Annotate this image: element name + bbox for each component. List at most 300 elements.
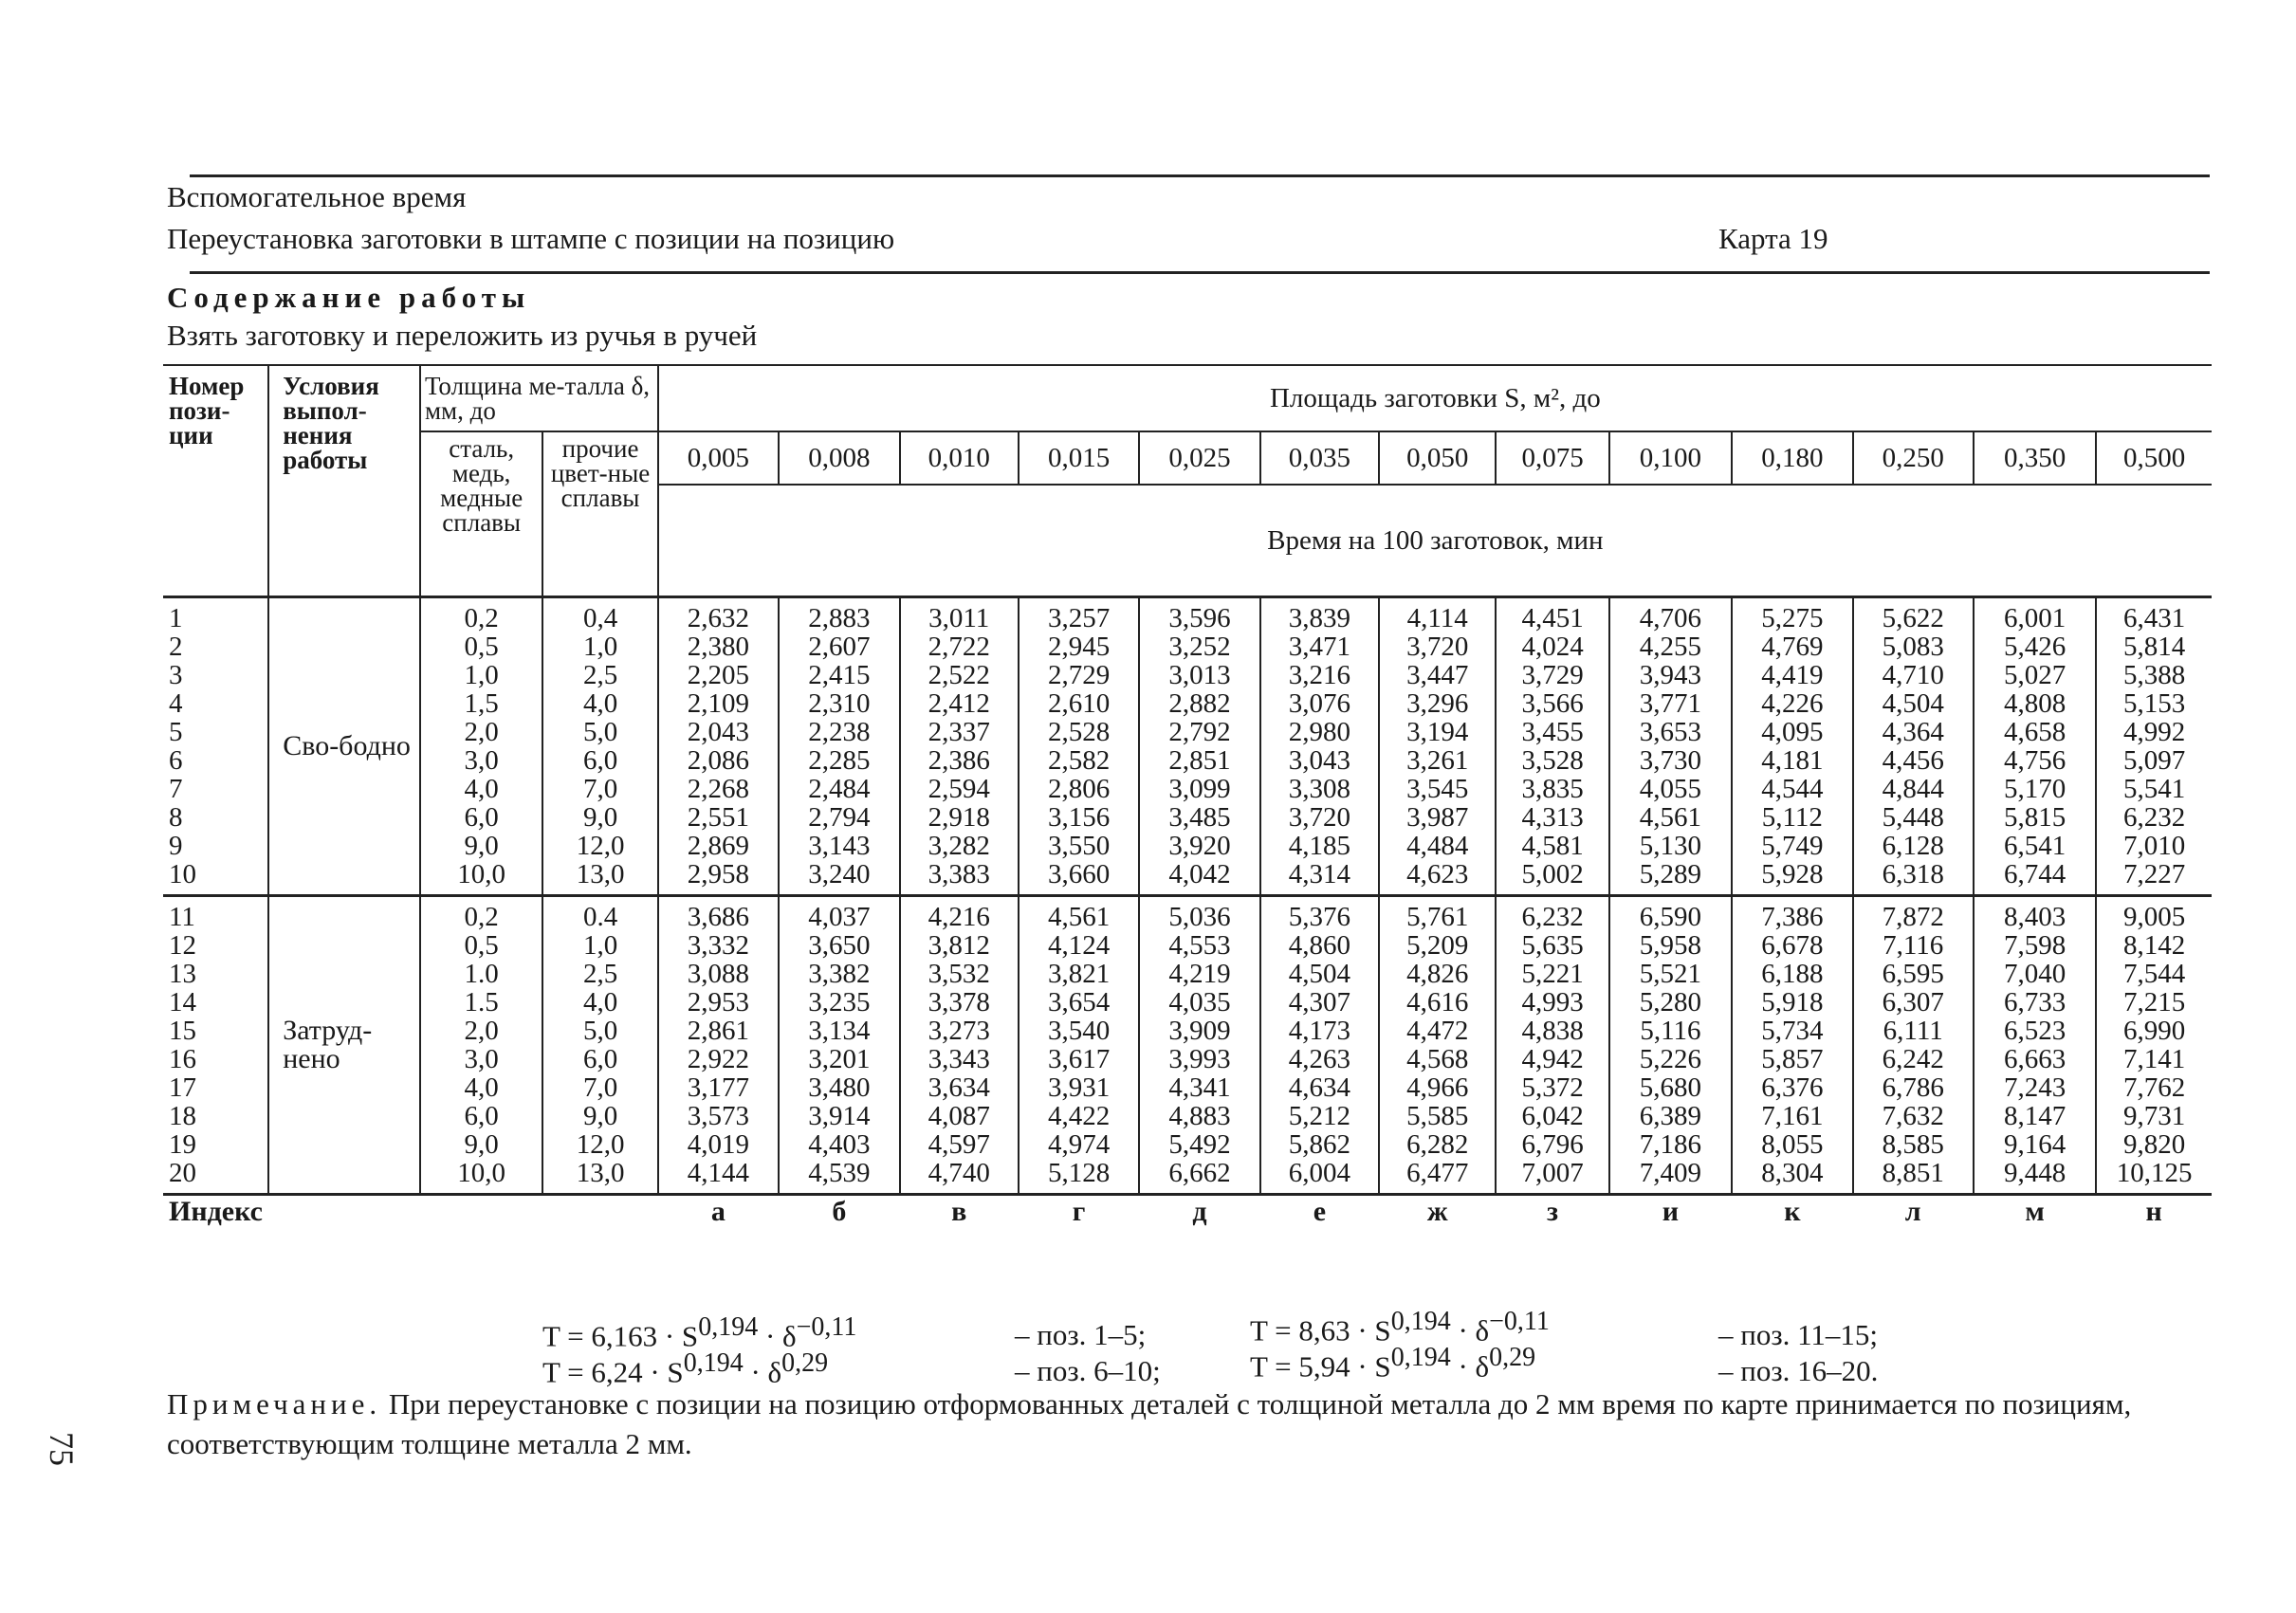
time-value: 6,376	[1761, 1072, 1824, 1103]
time-value: 4,634	[1288, 1072, 1350, 1103]
time-value: 3,480	[808, 1072, 871, 1103]
time-value: 4,658	[2004, 717, 2066, 747]
col-header-thickness: Толщина ме-талла δ, мм, до	[420, 365, 658, 431]
time-column	[1260, 896, 1379, 1195]
time-value: 4,561	[1047, 902, 1111, 932]
time-value: 2,610	[1047, 688, 1111, 719]
time-value: 3,617	[1047, 1044, 1111, 1074]
time-value: 4,419	[1761, 660, 1824, 690]
time-value: 4,055	[1639, 774, 1702, 804]
time-value: 3,261	[1406, 745, 1469, 776]
time-value: 5,209	[1406, 930, 1469, 961]
time-value: 4,472	[1406, 1016, 1469, 1046]
position-number: 18	[169, 1101, 196, 1131]
index-letter: к	[1784, 1196, 1801, 1227]
time-value: 7,409	[1639, 1158, 1702, 1188]
time-value: 6,590	[1639, 902, 1702, 932]
time-value: 2,980	[1288, 717, 1350, 747]
time-value: 4,740	[928, 1158, 990, 1188]
time-column	[1974, 896, 2096, 1195]
time-value: 5,918	[1761, 987, 1824, 1017]
time-value: 2,953	[687, 987, 750, 1017]
position-number: 16	[169, 1044, 196, 1074]
index-letter: н	[2145, 1196, 2162, 1227]
thickness-value: 1,5	[464, 688, 499, 719]
time-value: 6,001	[2004, 603, 2066, 633]
time-value: 2,869	[687, 831, 750, 861]
index-letter: г	[1072, 1196, 1086, 1227]
time-value: 5,128	[1047, 1158, 1111, 1188]
col-header-position: Номер пози-ции	[163, 365, 268, 597]
time-column	[1732, 597, 1852, 896]
time-value: 9,448	[2004, 1158, 2066, 1188]
time-value: 5,221	[1521, 959, 1584, 989]
time-column	[1853, 597, 1974, 896]
time-value: 3,720	[1288, 802, 1350, 833]
time-value: 3,043	[1288, 745, 1350, 776]
condition-cell: Сво-бодно	[268, 597, 420, 896]
time-value: 6,042	[1521, 1101, 1584, 1131]
time-value: 6,282	[1406, 1129, 1469, 1160]
time-value: 5,002	[1521, 859, 1584, 889]
time-value: 3,653	[1639, 717, 1702, 747]
time-value: 4,173	[1288, 1016, 1350, 1046]
time-value: 6,744	[2004, 859, 2066, 889]
time-value: 3,730	[1639, 745, 1702, 776]
time-value: 2,238	[808, 717, 871, 747]
time-value: 4,838	[1521, 1016, 1584, 1046]
time-value: 5,372	[1521, 1072, 1584, 1103]
time-value: 5,112	[1761, 802, 1823, 833]
area-value: 0,100	[1609, 431, 1732, 485]
index-letter: д	[1192, 1196, 1207, 1227]
time-column	[1379, 597, 1496, 896]
time-value: 3,240	[808, 859, 871, 889]
time-value: 7,116	[1883, 930, 1944, 961]
index-letter: и	[1662, 1196, 1680, 1227]
formula-pos-6-10	[542, 1348, 828, 1389]
index-letter: л	[1904, 1196, 1921, 1227]
time-value: 5,212	[1288, 1101, 1350, 1131]
time-value: 9,005	[2123, 902, 2186, 932]
time-value: 7,386	[1761, 902, 1824, 932]
time-value: 6,786	[1882, 1072, 1944, 1103]
position-number: 7	[169, 774, 183, 804]
time-value: 4,756	[2004, 745, 2066, 776]
time-value: 5,426	[2004, 632, 2066, 662]
time-value: 3,839	[1288, 603, 1350, 633]
content-title: Содержание работы	[167, 281, 531, 314]
col-header-other: прочие цвет-ные сплавы	[542, 431, 657, 597]
time-value: 4,042	[1168, 859, 1231, 889]
time-value: 4,860	[1288, 930, 1350, 961]
time-value: 6,188	[1761, 959, 1824, 989]
time-value: 4,993	[1521, 987, 1584, 1017]
thickness-value: 9,0	[582, 802, 618, 833]
thickness-value: 1,0	[582, 632, 618, 662]
time-column	[900, 597, 1019, 896]
formula-lead: T = 5,94 · S	[1250, 1349, 1391, 1384]
area-value: 0,180	[1732, 431, 1852, 485]
time-value: 7,040	[2004, 959, 2066, 989]
thickness-value: 12,0	[576, 831, 625, 861]
position-number: 13	[169, 959, 196, 989]
area-value: 0,250	[1853, 431, 1974, 485]
time-value: 5,388	[2123, 660, 2186, 690]
time-value: 5,492	[1168, 1129, 1231, 1160]
steel-thickness-column	[420, 597, 542, 896]
time-value: 5,275	[1761, 603, 1824, 633]
thickness-value: 13,0	[576, 859, 625, 889]
time-value: 3,201	[808, 1044, 871, 1074]
time-value: 3,332	[687, 930, 750, 961]
thickness-value: 2,5	[582, 660, 618, 690]
time-value: 3,156	[1047, 802, 1111, 833]
time-value: 3,343	[928, 1044, 990, 1074]
thickness-value: 0,4	[582, 603, 618, 633]
time-value: 6,678	[1761, 930, 1824, 961]
position-number: 2	[169, 632, 183, 662]
time-value: 2,386	[928, 745, 990, 776]
time-value: 7,762	[2123, 1072, 2186, 1103]
time-value: 7,141	[2123, 1044, 2186, 1074]
time-column	[1139, 597, 1259, 896]
time-value: 4,544	[1761, 774, 1824, 804]
time-column	[2096, 896, 2212, 1195]
formula-lead: T = 6,163 · S	[542, 1319, 699, 1353]
time-value: 3,812	[928, 930, 990, 961]
time-value: 4,035	[1168, 987, 1231, 1017]
time-value: 3,076	[1288, 688, 1350, 719]
time-value: 4,181	[1761, 745, 1824, 776]
time-value: 3,013	[1168, 660, 1231, 690]
position-number: 8	[169, 802, 183, 833]
time-value: 3,382	[808, 959, 871, 989]
position-number: 10	[169, 859, 196, 889]
time-value: 3,383	[928, 859, 990, 889]
time-value: 4,422	[1047, 1101, 1111, 1131]
time-value: 4,263	[1288, 1044, 1350, 1074]
thickness-value: 10,0	[457, 1158, 506, 1188]
time-value: 3,296	[1406, 688, 1469, 719]
time-column	[658, 597, 779, 896]
time-column	[1609, 896, 1732, 1195]
other-thickness-column	[542, 896, 657, 1195]
time-value: 4,313	[1521, 802, 1584, 833]
time-value: 3,566	[1521, 688, 1584, 719]
thickness-value: 4,0	[464, 774, 499, 804]
index-row	[163, 1195, 2212, 1246]
thickness-value: 12,0	[576, 1129, 625, 1160]
time-value: 6,307	[1882, 987, 1944, 1017]
time-value: 4,114	[1406, 603, 1468, 633]
area-value: 0,035	[1260, 431, 1379, 485]
area-value: 0,050	[1379, 431, 1496, 485]
thickness-value: 9,0	[464, 1129, 499, 1160]
time-value: 3,686	[687, 902, 750, 932]
position-number: 11	[169, 902, 195, 932]
top-rule	[190, 174, 2210, 177]
time-value: 3,920	[1168, 831, 1231, 861]
time-value: 4,769	[1761, 632, 1824, 662]
group-row	[163, 597, 2212, 896]
time-value: 3,177	[687, 1072, 750, 1103]
area-values-row	[163, 431, 2212, 485]
thickness-value: 4,0	[582, 987, 618, 1017]
time-value: 2,337	[928, 717, 990, 747]
time-value: 4,539	[808, 1158, 871, 1188]
time-value: 3,528	[1521, 745, 1584, 776]
time-value: 4,966	[1406, 1072, 1469, 1103]
section-title: Вспомогательное время	[167, 180, 467, 213]
time-value: 5,116	[1640, 1016, 1701, 1046]
time-value: 3,660	[1047, 859, 1111, 889]
time-value: 3,914	[808, 1101, 871, 1131]
area-value: 0,025	[1139, 431, 1259, 485]
area-value: 0,008	[779, 431, 899, 485]
thickness-value: 6,0	[464, 802, 499, 833]
time-value: 2,528	[1047, 717, 1111, 747]
area-value: 0,010	[900, 431, 1019, 485]
thickness-value: 9,0	[582, 1101, 618, 1131]
area-value: 0,350	[1974, 431, 2096, 485]
position-column	[163, 597, 268, 896]
time-value: 3,257	[1047, 603, 1111, 633]
formula-exponent: 0,194	[1390, 1307, 1451, 1336]
thickness-value: 3,0	[464, 1044, 499, 1074]
time-value: 8,403	[2004, 902, 2066, 932]
time-value: 2,086	[687, 745, 750, 776]
time-value: 5,815	[2004, 802, 2066, 833]
time-column	[658, 896, 779, 1195]
time-value: 4,883	[1168, 1101, 1231, 1131]
time-value: 2,792	[1168, 717, 1231, 747]
time-value: 5,097	[2123, 745, 2186, 776]
index-letter: ж	[1426, 1196, 1448, 1227]
formula-range: – поз. 1–5;	[1015, 1318, 1147, 1351]
time-value: 3,545	[1406, 774, 1469, 804]
time-value: 7,632	[1882, 1101, 1944, 1131]
thickness-value: 0.4	[582, 902, 618, 932]
time-value: 4,037	[808, 902, 871, 932]
time-value: 3,720	[1406, 632, 1469, 662]
time-column	[1609, 597, 1732, 896]
index-letter: е	[1313, 1196, 1327, 1227]
time-value: 4,185	[1288, 831, 1350, 861]
time-value: 7,544	[2123, 959, 2186, 989]
formula-pos-1-5	[542, 1312, 856, 1353]
time-value: 3,729	[1521, 660, 1584, 690]
col-header-condition: Условия выпол-нения работы	[268, 365, 420, 597]
time-value: 3,987	[1406, 802, 1469, 833]
time-value: 7,007	[1521, 1158, 1584, 1188]
time-value: 2,109	[687, 688, 750, 719]
time-value: 6,990	[2123, 1016, 2186, 1046]
time-value: 2,958	[687, 859, 750, 889]
area-value: 0,015	[1019, 431, 1139, 485]
time-value: 4,219	[1168, 959, 1231, 989]
time-value: 6,128	[1882, 831, 1944, 861]
thickness-value: 4,0	[464, 1072, 499, 1103]
time-value: 5,622	[1882, 603, 1944, 633]
time-value: 3,447	[1406, 660, 1469, 690]
time-value: 4,144	[687, 1158, 750, 1188]
time-value: 4,616	[1406, 987, 1469, 1017]
time-value: 4,095	[1761, 717, 1824, 747]
formula-mid: · δ	[1450, 1349, 1490, 1384]
condition-cell: Затруд-нено	[268, 896, 420, 1195]
time-value: 2,918	[928, 802, 990, 833]
position-number: 9	[169, 831, 183, 861]
time-value: 2,522	[928, 660, 990, 690]
time-value: 5,585	[1406, 1101, 1469, 1131]
time-column	[1496, 597, 1608, 896]
time-value: 5,958	[1639, 930, 1702, 961]
time-value: 10,125	[2116, 1158, 2193, 1188]
thickness-value: 0,2	[464, 603, 499, 633]
formula-lead: T = 6,24 · S	[542, 1355, 684, 1389]
time-value: 3,654	[1047, 987, 1111, 1017]
formula-pos-16-20	[1250, 1343, 1535, 1384]
thickness-value: 1,0	[464, 660, 499, 690]
time-value: 3,194	[1406, 717, 1469, 747]
time-column	[900, 896, 1019, 1195]
time-value: 5,680	[1639, 1072, 1702, 1103]
time-value: 3,252	[1168, 632, 1231, 662]
time-value: 5,083	[1882, 632, 1944, 662]
time-value: 6,663	[2004, 1044, 2066, 1074]
time-value: 3,143	[808, 831, 871, 861]
time-value: 3,378	[928, 987, 990, 1017]
time-value: 3,308	[1288, 774, 1350, 804]
time-value: 4,484	[1406, 831, 1469, 861]
formula-exponent: −0,11	[1489, 1307, 1550, 1336]
time-value: 4,403	[808, 1129, 871, 1160]
time-value: 4,974	[1047, 1129, 1111, 1160]
time-value: 8,142	[2123, 930, 2186, 961]
time-column	[1019, 896, 1139, 1195]
time-value: 5,814	[2123, 632, 2186, 662]
formula-pos-11-15	[1250, 1307, 1550, 1347]
time-value: 2,883	[808, 603, 871, 633]
page-number: 75	[43, 1432, 81, 1466]
time-value: 3,650	[808, 930, 871, 961]
time-value: 4,597	[928, 1129, 990, 1160]
time-value: 4,451	[1521, 603, 1584, 633]
time-value: 2,380	[687, 632, 750, 662]
time-value: 3,835	[1521, 774, 1584, 804]
formula-range: – поз. 11–15;	[1718, 1318, 1879, 1351]
time-value: 5,749	[1761, 831, 1824, 861]
time-value: 3,634	[928, 1072, 990, 1103]
time-value: 2,310	[808, 688, 871, 719]
time-value: 4,826	[1406, 959, 1469, 989]
group-row	[163, 896, 2212, 1195]
time-value: 3,235	[808, 987, 871, 1017]
thickness-value: 6,0	[582, 745, 618, 776]
thickness-value: 10,0	[457, 859, 506, 889]
time-value: 7,598	[2004, 930, 2066, 961]
time-value: 2,851	[1168, 745, 1231, 776]
time-value: 4,808	[2004, 688, 2066, 719]
thickness-value: 5,0	[582, 1016, 618, 1046]
group-free	[163, 597, 2212, 896]
time-column	[779, 597, 899, 896]
thickness-value: 0,5	[464, 632, 499, 662]
index-letter: з	[1547, 1196, 1559, 1227]
position-number: 4	[169, 688, 183, 719]
formula-exponent: 0,194	[1390, 1343, 1451, 1372]
time-value: 5,734	[1761, 1016, 1824, 1046]
index-letter: в	[951, 1196, 967, 1227]
steel-thickness-column	[420, 896, 542, 1195]
time-value: 5,928	[1761, 859, 1824, 889]
time-value: 4,553	[1168, 930, 1231, 961]
thickness-value: 1,0	[582, 930, 618, 961]
note-text: При переустановке с позиции на позицию отформованных деталей с толщиной металла до 2 мм время по карте принимается по позициям, соответствующим толщине металла 2 мм.	[167, 1387, 2132, 1460]
note	[167, 1384, 2215, 1464]
time-value: 3,596	[1168, 603, 1231, 633]
time-column	[1853, 896, 1974, 1195]
thickness-value: 4,0	[582, 688, 618, 719]
position-number: 17	[169, 1072, 196, 1103]
time-column	[779, 896, 899, 1195]
time-value: 6,541	[2004, 831, 2066, 861]
thickness-value: 2,0	[464, 717, 499, 747]
time-value: 4,124	[1047, 930, 1111, 961]
time-value: 4,314	[1288, 859, 1350, 889]
note-label: Примечание.	[167, 1387, 382, 1421]
thickness-value: 0,5	[464, 930, 499, 961]
time-value: 7,010	[2123, 831, 2186, 861]
time-value: 4,623	[1406, 859, 1469, 889]
formula-mid: · δ	[1450, 1313, 1490, 1347]
time-value: 4,504	[1882, 688, 1944, 719]
time-value: 7,161	[1761, 1101, 1824, 1131]
position-number: 14	[169, 987, 196, 1017]
time-value: 7,227	[2123, 859, 2186, 889]
time-value: 4,992	[2123, 717, 2186, 747]
time-value: 3,088	[687, 959, 750, 989]
time-value: 6,477	[1406, 1158, 1469, 1188]
col-header-steel: сталь, медь, медные сплавы	[420, 431, 542, 597]
thickness-value: 0,2	[464, 902, 499, 932]
position-number: 15	[169, 1016, 196, 1046]
time-value: 8,055	[1761, 1129, 1824, 1160]
thickness-value: 7,0	[582, 774, 618, 804]
position-number: 3	[169, 660, 183, 690]
time-value: 4,710	[1882, 660, 1944, 690]
time-value: 3,282	[928, 831, 990, 861]
formula-mid: · δ	[743, 1355, 782, 1389]
time-value: 2,043	[687, 717, 750, 747]
area-value: 0,005	[658, 431, 779, 485]
time-value: 2,794	[808, 802, 871, 833]
time-value: 8,851	[1882, 1158, 1944, 1188]
formula-mid: · δ	[758, 1319, 797, 1353]
time-value: 3,573	[687, 1101, 750, 1131]
time-value: 2,412	[928, 688, 990, 719]
time-value: 3,099	[1168, 774, 1231, 804]
time-value: 3,011	[928, 603, 990, 633]
thickness-value: 3,0	[464, 745, 499, 776]
time-value: 3,485	[1168, 802, 1231, 833]
formula-exponent: 0,29	[1489, 1343, 1536, 1372]
formula-lead: T = 8,63 · S	[1250, 1313, 1391, 1347]
time-value: 4,255	[1639, 632, 1702, 662]
time-value: 4,341	[1168, 1072, 1231, 1103]
time-value: 6,242	[1882, 1044, 1944, 1074]
